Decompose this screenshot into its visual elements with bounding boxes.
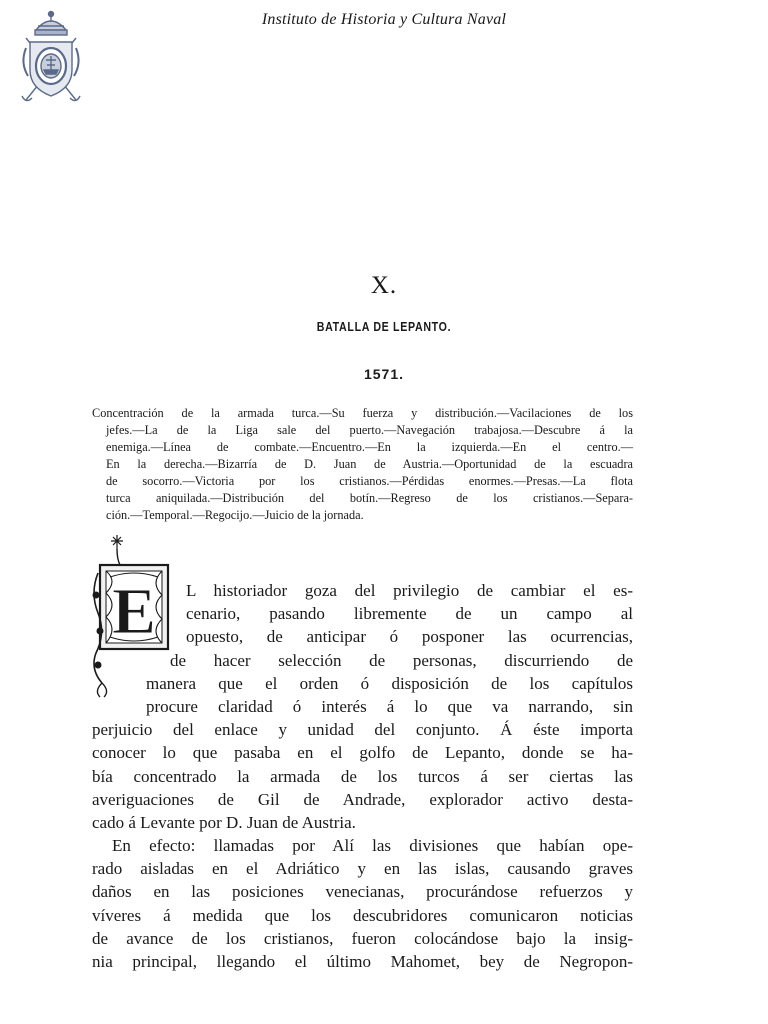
body-line: L historiador goza del privilegio de cambiar el es- bbox=[186, 581, 633, 600]
body-line: bía concentrado la armada de los turcos á ser ciertas las bbox=[92, 766, 633, 786]
summary-line: ción.—Temporal.—Regocijo.—Juicio de la jornada. bbox=[106, 508, 364, 522]
chapter-summary bbox=[92, 405, 633, 524]
body-line: cenario, pasando libremente de un campo al bbox=[186, 604, 633, 624]
body-text bbox=[92, 579, 633, 973]
body-line: nia principal, llegando el último Mahomet, bey de Negropon- bbox=[92, 952, 633, 971]
chapter-year: 1571. bbox=[363, 366, 405, 382]
body-line: perjuicio del enlace y unidad del conjunto. Á éste importa bbox=[92, 720, 633, 740]
summary-line: jefes.—La de la Liga sale del puerto.—Navegación trabajosa.—Descubre á la bbox=[106, 423, 633, 437]
initial-letter: E bbox=[111, 575, 157, 648]
body-line: cado á Levante por D. Juan de Austria. bbox=[92, 812, 356, 832]
body-line: En efecto: llamadas por Alí las divisiones que habían ope- bbox=[112, 836, 633, 856]
body-line: de avance de los cristianos, fueron colocándose bajo la insig- bbox=[92, 928, 633, 948]
body-line: conocer lo que pasaba en el golfo de Lepanto, donde se ha- bbox=[92, 743, 633, 763]
chapter-title: BATALLA DE LEPANTO. bbox=[316, 319, 452, 334]
summary-line: de socorro.—Victoria por los cristianos.—Pérdidas enormes.—Presas.—La flota bbox=[106, 474, 633, 488]
body-line: de hacer selección de personas, discurriendo de bbox=[170, 650, 633, 670]
header-title: Instituto de Historia y Cultura Naval bbox=[261, 11, 507, 28]
body-line: daños en las posiciones venecianas, procurándose refuerzos y bbox=[92, 882, 633, 902]
body-line: manera que el orden ó disposición de los capítulos bbox=[146, 673, 633, 693]
body-line: procure claridad ó interés á lo que va narrando, sin bbox=[146, 696, 633, 716]
summary-line: turca aniquilada.—Distribución del botín.—Regreso de los cristianos.—Separa- bbox=[106, 491, 633, 505]
chapter-number: X. bbox=[370, 272, 398, 299]
summary-line: En la derecha.—Bizarría de D. Juan de Austria.—Oportunidad de la escuadra bbox=[106, 457, 633, 471]
body-line: opuesto, de anticipar ó posponer las ocurrencias, bbox=[186, 627, 633, 647]
summary-line: enemiga.—Línea de combate.—Encuentro.—En la izquierda.—En el centro.— bbox=[106, 440, 633, 454]
body-line: rado aisladas en el Adriático y en las islas, causando graves bbox=[92, 859, 633, 879]
body-line: víveres á medida que los descubridores comunicaron noticias bbox=[92, 905, 633, 925]
summary-line: Concentración de la armada turca.—Su fuerza y distribución.—Vacilaciones de los bbox=[92, 406, 633, 420]
body-line: averiguaciones de Gil de Andrade, explorador activo desta- bbox=[92, 789, 633, 809]
